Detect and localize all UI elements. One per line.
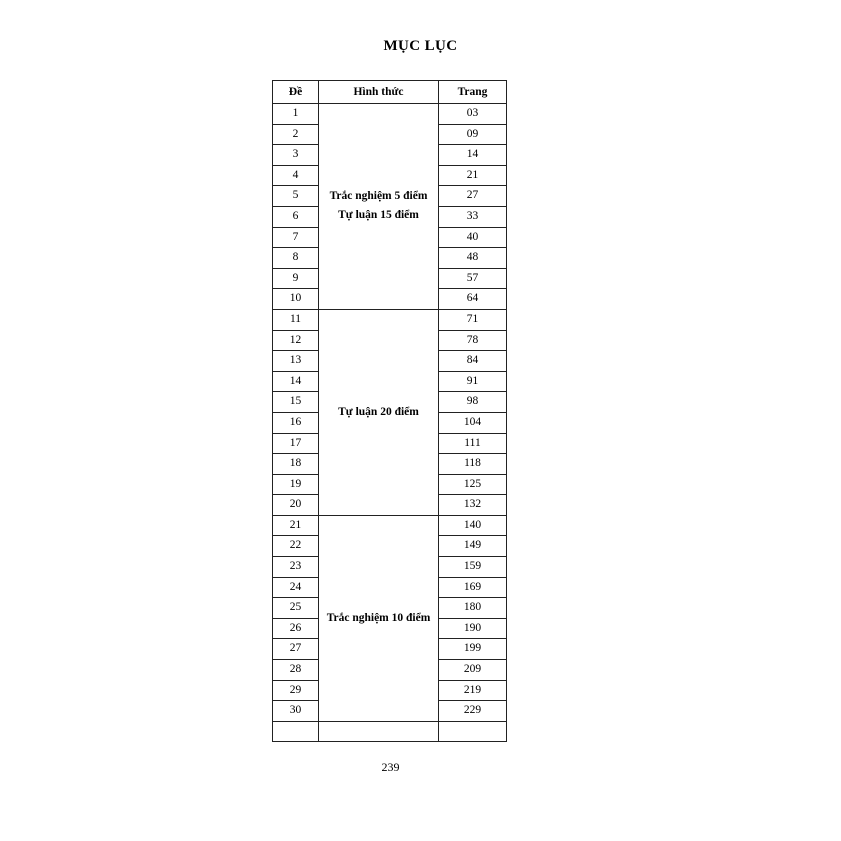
cell-trang: 149 [439,536,507,557]
cell-trang: 48 [439,248,507,269]
hinh-thuc-line-2: Tự luận 15 điểm [338,209,419,222]
cell-trang: 229 [439,701,507,722]
table-row-spacer [273,721,507,742]
toc-table [272,80,507,742]
hinh-thuc-line-1: Tự luận 20 điểm [338,405,419,418]
cell-de: 11 [273,309,319,330]
cell-hinh-thuc [319,104,439,310]
cell-trang: 132 [439,495,507,516]
cell-de: 5 [273,186,319,207]
cell-trang: 57 [439,268,507,289]
footer-page-number [0,760,841,775]
cell-trang: 27 [439,186,507,207]
table-row [273,309,507,330]
cell-trang: 84 [439,351,507,372]
cell-trang: 125 [439,474,507,495]
cell-trang: 104 [439,412,507,433]
cell-empty [273,721,319,742]
footer-page-number-value: 239 [381,760,400,774]
cell-empty [319,721,439,742]
cell-de: 14 [273,371,319,392]
cell-trang: 71 [439,309,507,330]
cell-trang: 159 [439,557,507,578]
hinh-thuc-line-1: Trắc nghiệm 5 điểm [329,189,428,202]
table-row [273,104,507,125]
cell-trang: 91 [439,371,507,392]
table-header-row [273,81,507,104]
table-header [273,81,507,104]
cell-de: 18 [273,454,319,475]
cell-trang: 209 [439,660,507,681]
cell-de: 23 [273,557,319,578]
cell-hinh-thuc [319,309,439,515]
cell-de: 16 [273,412,319,433]
cell-trang: 219 [439,680,507,701]
cell-de: 17 [273,433,319,454]
cell-trang: 09 [439,124,507,145]
cell-trang: 180 [439,598,507,619]
cell-hinh-thuc [319,515,439,721]
cell-de: 25 [273,598,319,619]
cell-de: 27 [273,639,319,660]
cell-de: 12 [273,330,319,351]
cell-de: 19 [273,474,319,495]
column-header-hinh-thuc: Hình thức [319,81,439,104]
cell-de: 1 [273,104,319,125]
table-of-contents [272,80,506,742]
cell-trang: 118 [439,454,507,475]
cell-trang: 78 [439,330,507,351]
cell-trang: 98 [439,392,507,413]
cell-trang: 40 [439,227,507,248]
cell-de: 29 [273,680,319,701]
cell-trang: 111 [439,433,507,454]
cell-trang: 169 [439,577,507,598]
column-header-trang: Trang [439,81,507,104]
cell-trang: 140 [439,515,507,536]
cell-de: 24 [273,577,319,598]
cell-de: 8 [273,248,319,269]
cell-de: 7 [273,227,319,248]
cell-trang: 199 [439,639,507,660]
cell-trang: 33 [439,206,507,227]
cell-de: 26 [273,618,319,639]
cell-trang: 64 [439,289,507,310]
cell-de: 10 [273,289,319,310]
table-row [273,515,507,536]
cell-trang: 21 [439,165,507,186]
cell-de: 2 [273,124,319,145]
cell-de: 22 [273,536,319,557]
cell-de: 21 [273,515,319,536]
cell-de: 20 [273,495,319,516]
cell-de: 4 [273,165,319,186]
table-body [273,104,507,742]
cell-empty [439,721,507,742]
cell-de: 28 [273,660,319,681]
cell-trang: 03 [439,104,507,125]
cell-de: 30 [273,701,319,722]
cell-de: 13 [273,351,319,372]
cell-trang: 14 [439,145,507,166]
column-header-de: Đề [273,81,319,104]
cell-de: 6 [273,206,319,227]
cell-de: 15 [273,392,319,413]
hinh-thuc-line-1: Trắc nghiệm 10 điểm [326,611,431,624]
cell-trang: 190 [439,618,507,639]
page-title: MỤC LỤC [383,38,458,54]
cell-de: 3 [273,145,319,166]
cell-de: 9 [273,268,319,289]
